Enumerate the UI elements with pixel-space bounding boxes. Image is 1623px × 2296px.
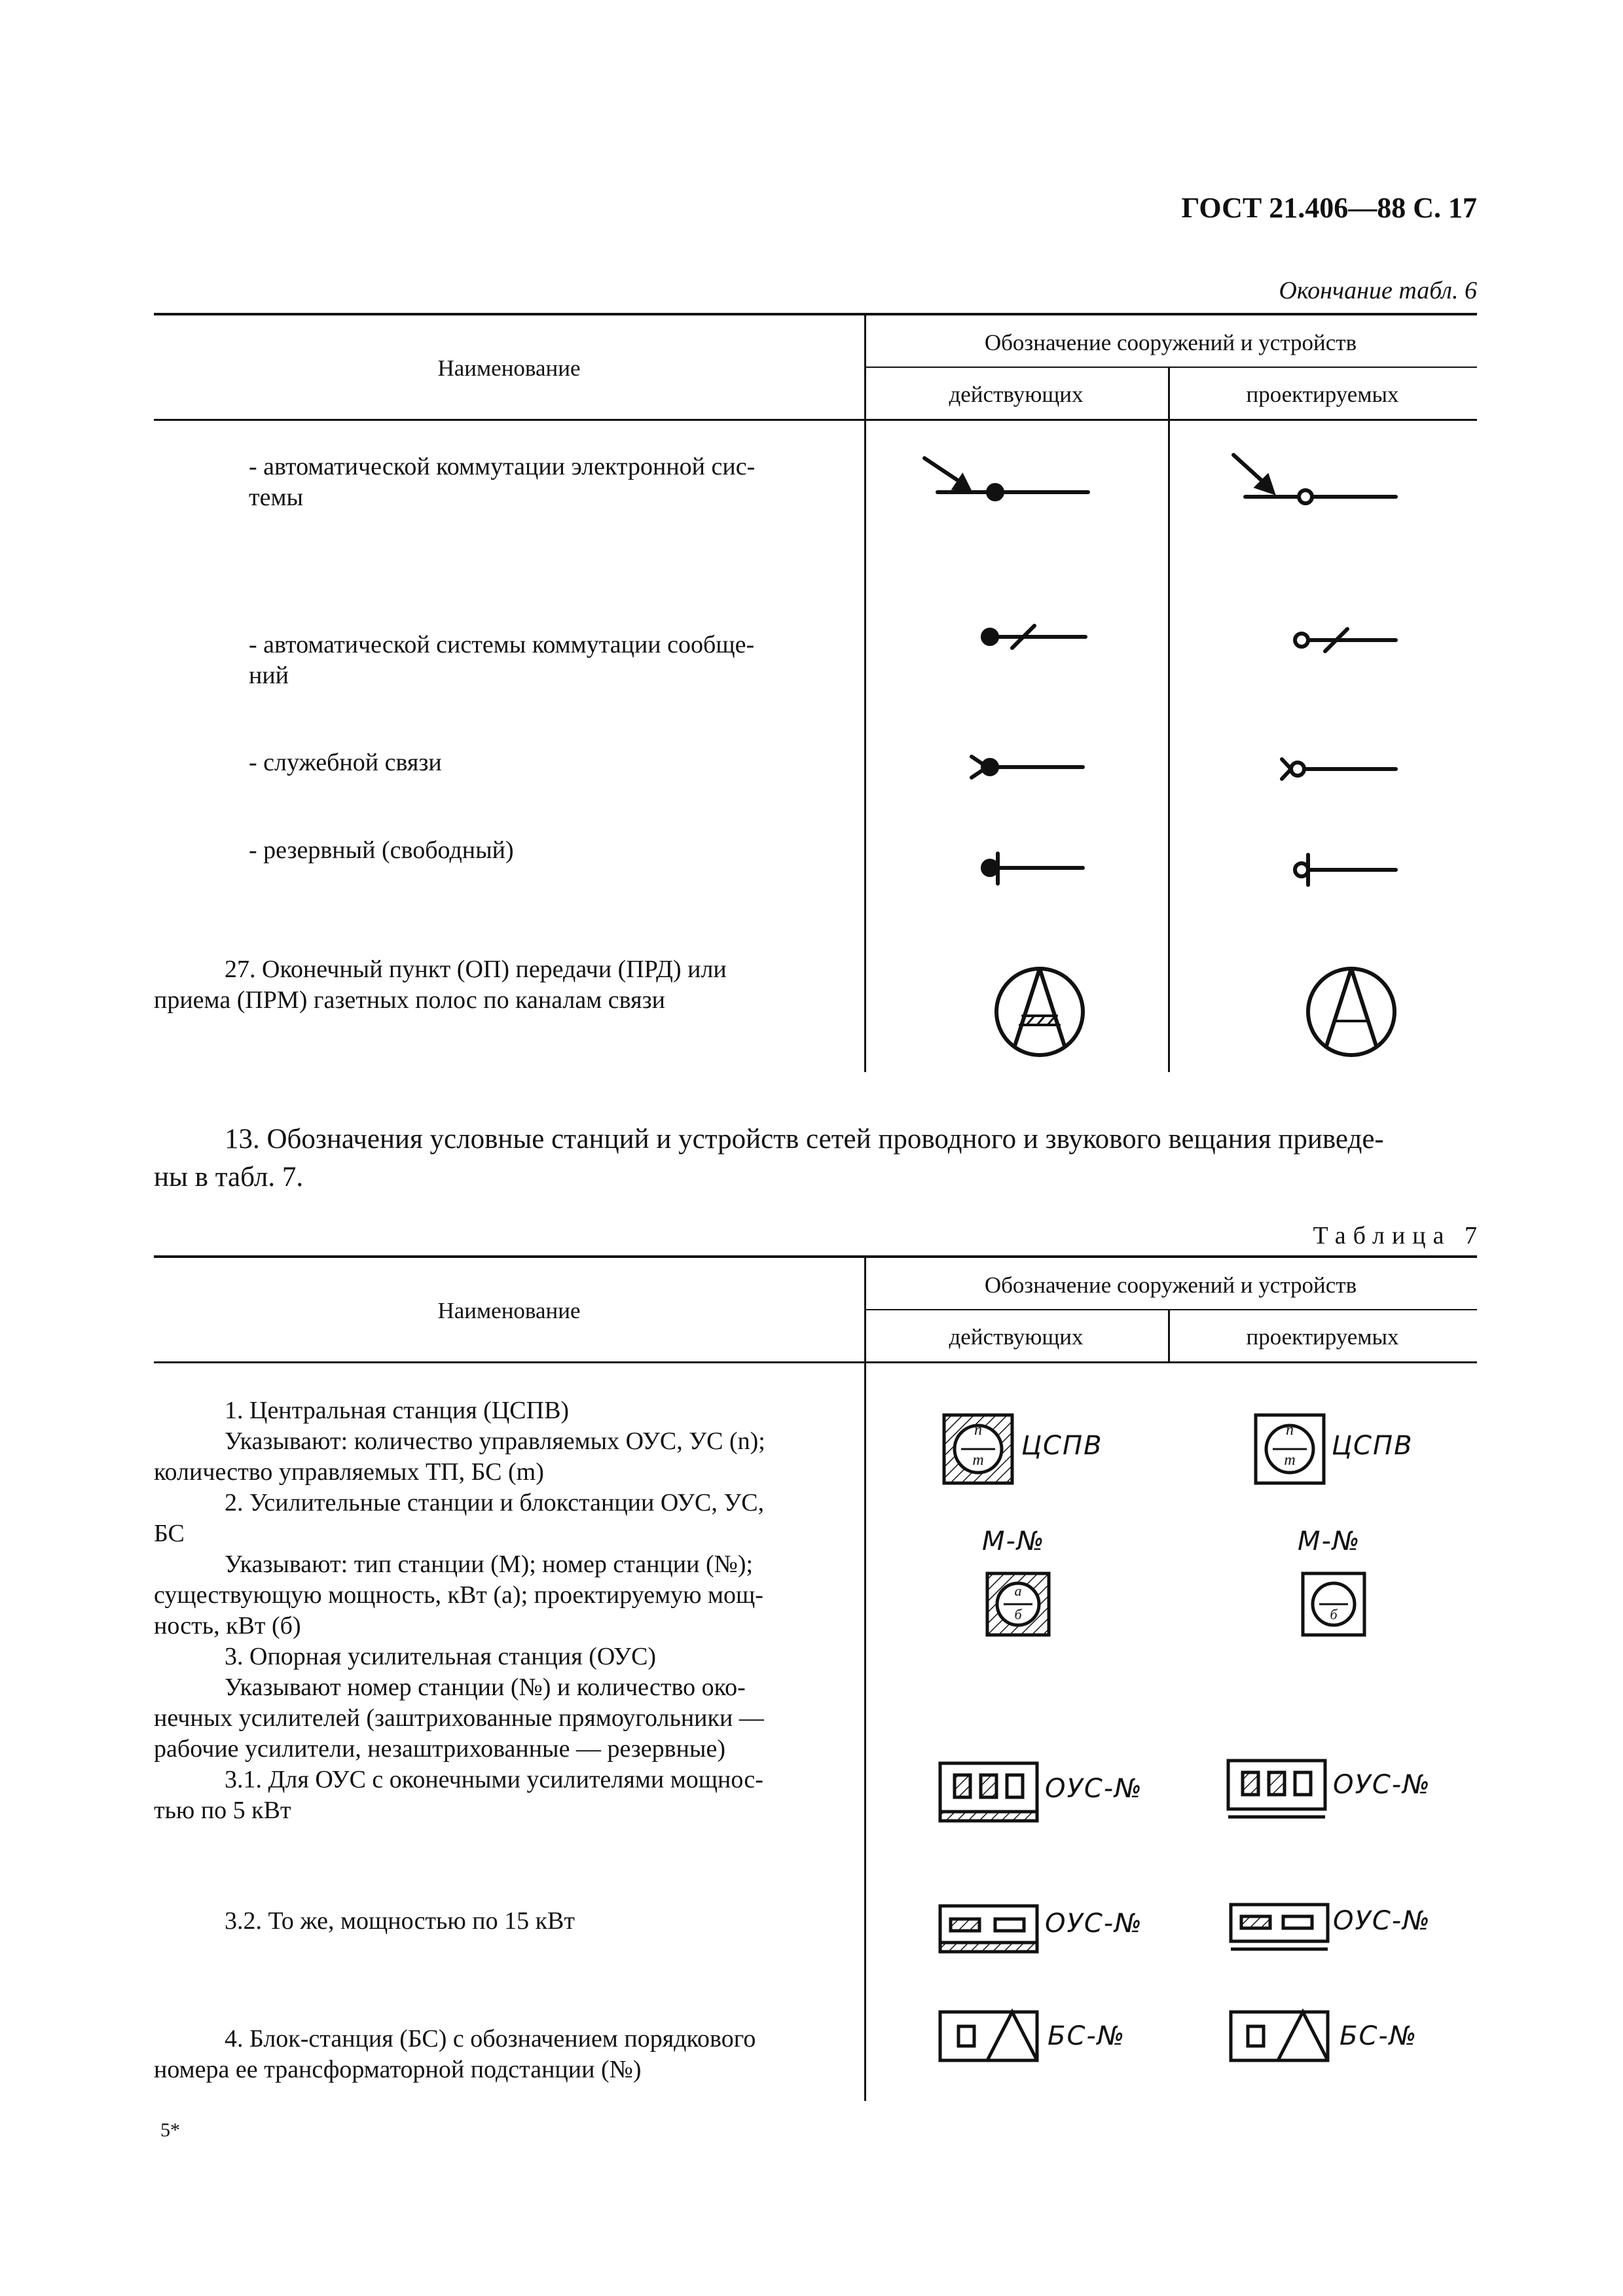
- table7-line: 2. Усилительные станции и блокстанции ОУС, УС,: [225, 1489, 765, 1516]
- mn-existing-label: М-№: [982, 1526, 1046, 1556]
- table6-col-name: Наименование: [437, 355, 581, 381]
- table7-line: 1. Центральная станция (ЦСПВ): [225, 1397, 570, 1424]
- table7-line: Указывают номер станции (№) и количество око-: [225, 1674, 746, 1701]
- table7-line: рабочие усилители, незаштрихованные — резервные): [154, 1735, 725, 1763]
- ous-5kw-existing-label: ОУС-№: [1045, 1774, 1143, 1804]
- table7-line: номера ее трансформаторной подстанции (№): [154, 2056, 642, 2083]
- table7-col-name: Наименование: [437, 1298, 581, 1323]
- paragraph-13-line2: ны в табл. 7.: [154, 1162, 304, 1193]
- table7-line: 3.1. Для ОУС с оконечными усилителями мощнос-: [225, 1766, 763, 1793]
- ous-5kw-planned-symbol: [1228, 1761, 1325, 1817]
- ous-15kw-existing-symbol: [940, 1906, 1037, 1952]
- page-header: ГОСТ 21.406—88 С. 17: [1181, 192, 1477, 224]
- table7-line: тью по 5 кВт: [154, 1797, 291, 1824]
- cspv-existing-top: n: [974, 1422, 982, 1439]
- table7-line: 4. Блок-станция (БС) с обозначением порядкового: [225, 2025, 756, 2053]
- ous-5kw-planned-label: ОУС-№: [1333, 1770, 1431, 1800]
- bs-planned-symbol: [1231, 2012, 1328, 2060]
- page-footnote: 5*: [160, 2119, 180, 2141]
- table6-row-1-line1: - автоматической коммутации электронной сис-: [249, 453, 756, 480]
- table6-row-1-line2: темы: [249, 484, 304, 511]
- bs-existing-symbol: [940, 2012, 1037, 2060]
- table7-line: существующую мощность, кВт (а); проектируемую мощ-: [154, 1581, 763, 1609]
- mn-planned-bottom: б: [1330, 1606, 1338, 1623]
- table7-line: ность, кВт (б): [154, 1612, 301, 1640]
- table6-caption: Окончание табл. 6: [1279, 277, 1477, 304]
- table6-row-3-line1: - служебной связи: [249, 749, 442, 776]
- table7-line: БС: [154, 1520, 185, 1547]
- table6-row-2-line1: - автоматической системы коммутации сообще-: [249, 631, 755, 658]
- table7-col-group: Обозначение сооружений и устройств: [984, 1272, 1357, 1298]
- bs-existing-label: БС-№: [1048, 2021, 1126, 2051]
- ous-15kw-existing-label: ОУС-№: [1045, 1909, 1143, 1939]
- ous-15kw-planned-symbol: [1231, 1905, 1328, 1949]
- table7-line: 3.2. То же, мощностью по 15 кВт: [225, 1907, 575, 1935]
- mn-planned-label: М-№: [1298, 1526, 1361, 1556]
- table7-line: Указывают: количество управляемых ОУС, УС (n);: [225, 1427, 765, 1455]
- table6-col-planned: проектируемых: [1246, 382, 1399, 407]
- paragraph-13-line1: 13. Обозначения условные станций и устройств сетей проводного и звукового вещания приведе-: [225, 1124, 1384, 1155]
- table6-row-2-line2: ний: [249, 662, 289, 689]
- cspv-planned-bottom: m: [1284, 1452, 1296, 1469]
- cspv-planned-top: n: [1286, 1422, 1294, 1439]
- table7-line: количество управляемых ТП, БС (m): [154, 1458, 544, 1486]
- mn-existing-bottom: б: [1014, 1606, 1022, 1623]
- ous-15kw-planned-label: ОУС-№: [1333, 1906, 1431, 1936]
- table7-col-existing: действующих: [949, 1324, 1084, 1350]
- table6-col-group: Обозначение сооружений и устройств: [984, 330, 1357, 355]
- table6-row-5-line1: 27. Оконечный пункт (ОП) передачи (ПРД) или: [225, 956, 727, 983]
- table6-row-4-line1: - резервный (свободный): [249, 836, 514, 864]
- table7-line: нечных усилителей (заштрихованные прямоугольники —: [154, 1704, 764, 1732]
- table7-line: Указывают: тип станции (М); номер станции (№);: [225, 1551, 754, 1578]
- table7-line: 3. Опорная усилительная станция (ОУС): [225, 1643, 657, 1670]
- table6-row-5-line2: приема (ПРМ) газетных полос по каналам связи: [154, 986, 665, 1014]
- cspv-existing-label: ЦСПВ: [1021, 1431, 1103, 1461]
- ous-5kw-existing-symbol: [940, 1763, 1037, 1821]
- table7-col-planned: проектируемых: [1246, 1324, 1399, 1350]
- bs-planned-label: БС-№: [1340, 2021, 1418, 2051]
- mn-existing-top: a: [1014, 1583, 1022, 1599]
- table7-caption: Таблица 7: [1313, 1222, 1484, 1249]
- cspv-planned-label: ЦСПВ: [1332, 1431, 1413, 1461]
- mn-planned-symbol: [1303, 1573, 1364, 1635]
- cspv-existing-bottom: m: [972, 1452, 984, 1469]
- table6-col-existing: действующих: [949, 382, 1084, 407]
